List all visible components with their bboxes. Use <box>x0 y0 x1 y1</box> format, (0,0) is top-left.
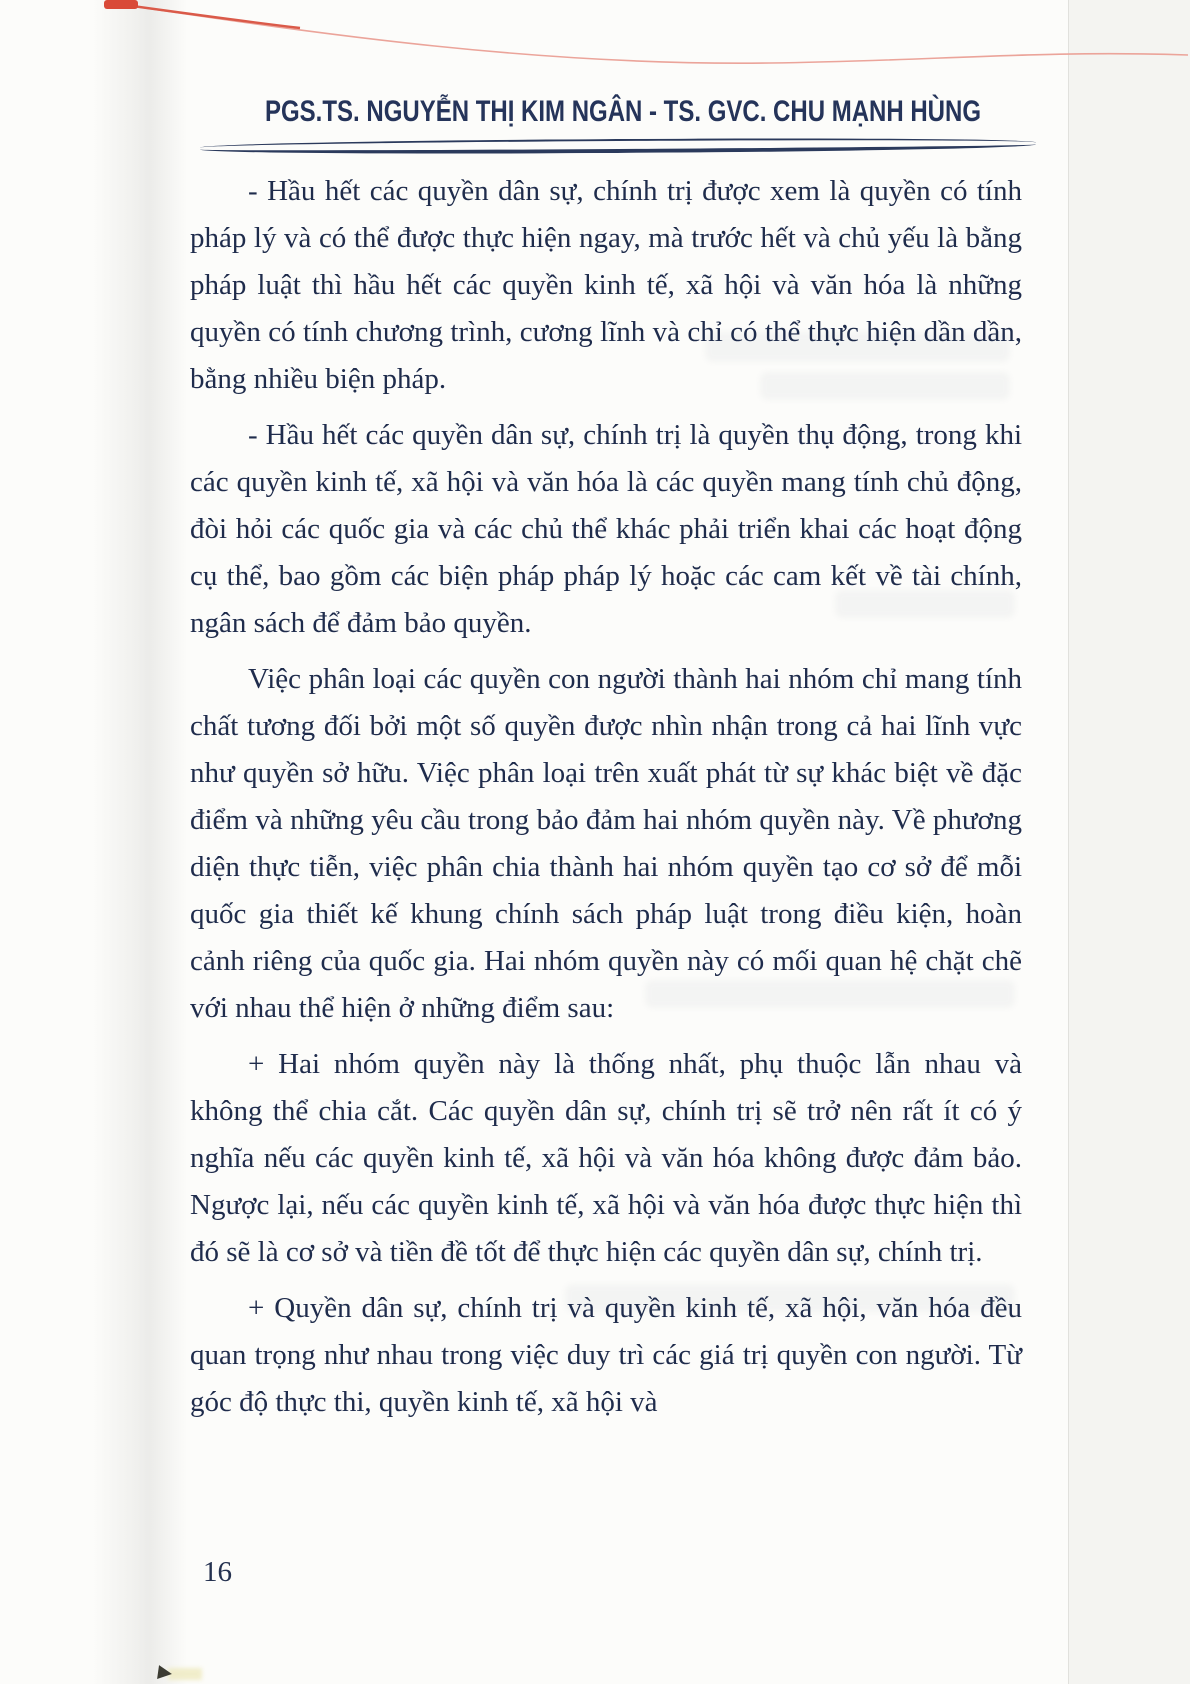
paragraph-4: + Hai nhóm quyền này là thống nhất, phụ thuộc lẫn nhau và không thể chia cắt. Các quyền dân sự, chính trị sẽ trở nên rất ít có ý nghĩa nếu các quyền kinh tế, xã hội và văn hóa không được đảm bảo. Ngược lại, nếu các quyền kinh tế, xã hội và văn hóa được thực hiện thì đó sẽ là cơ sở và tiền đề tốt để thực hiện các quyền dân sự, chính trị. <box>190 1048 1022 1268</box>
paragraph-2: - Hầu hết các quyền dân sự, chính trị là quyền thụ động, trong khi các quyền kinh tế, xã hội và văn hóa là các quyền mang tính chủ động, đòi hỏi các quốc gia và các chủ thể khác phải triển khai các hoạt động cụ thể, bao gồm các biện pháp pháp lý hoặc các cam kết về tài chính, ngân sách để đảm bảo quyền. <box>190 419 1022 639</box>
left-gutter-shadow <box>92 0 187 1684</box>
red-page-edge-curve <box>0 0 1190 80</box>
scan-artifact-mark <box>157 1665 173 1681</box>
scan-artifact-smudge <box>168 1668 202 1680</box>
paragraph-3: Việc phân loại các quyền con người thành hai nhóm chỉ mang tính chất tương đối bởi một số quyền được nhìn nhận trong cả hai lĩnh vực như quyền sở hữu. Việc phân loại trên xuất phát từ sự khác biệt về đặc điểm và những yêu cầu trong bảo đảm hai nhóm quyền này. Về phương diện thực tiễn, việc phân chia thành hai nhóm quyền tạo cơ sở để mỗi quốc gia thiết kế khung chính sách pháp luật trong điều kiện, hoàn cảnh riêng của quốc gia. Hai nhóm quyền này có mối quan hệ chặt chẽ với nhau thể hiện ở những điểm sau: <box>190 663 1022 1024</box>
running-header-authors: PGS.TS. NGUYỄN THỊ KIM NGÂN - TS. GVC. CHU MẠNH HÙNG <box>265 95 982 128</box>
header-double-rule <box>200 136 1036 155</box>
body-text <box>190 168 1022 1435</box>
paragraph-1: - Hầu hết các quyền dân sự, chính trị được xem là quyền có tính pháp lý và có thể được thực hiện ngay, mà trước hết và chủ yếu là bằng pháp luật thì hầu hết các quyền kinh tế, xã hội và văn hóa là những quyền có tính chương trình, cương lĩnh và chỉ có thể thực hiện dần dần, bằng nhiều biện pháp. <box>190 175 1022 395</box>
page-number: 16 <box>203 1556 232 1588</box>
paragraph-5: + Quyền dân sự, chính trị và quyền kinh tế, xã hội, văn hóa đều quan trọng như nhau trong việc duy trì các giá trị quyền con người. Từ góc độ thực thi, quyền kinh tế, xã hội và <box>190 1292 1022 1418</box>
right-page-edge <box>1068 0 1190 1684</box>
